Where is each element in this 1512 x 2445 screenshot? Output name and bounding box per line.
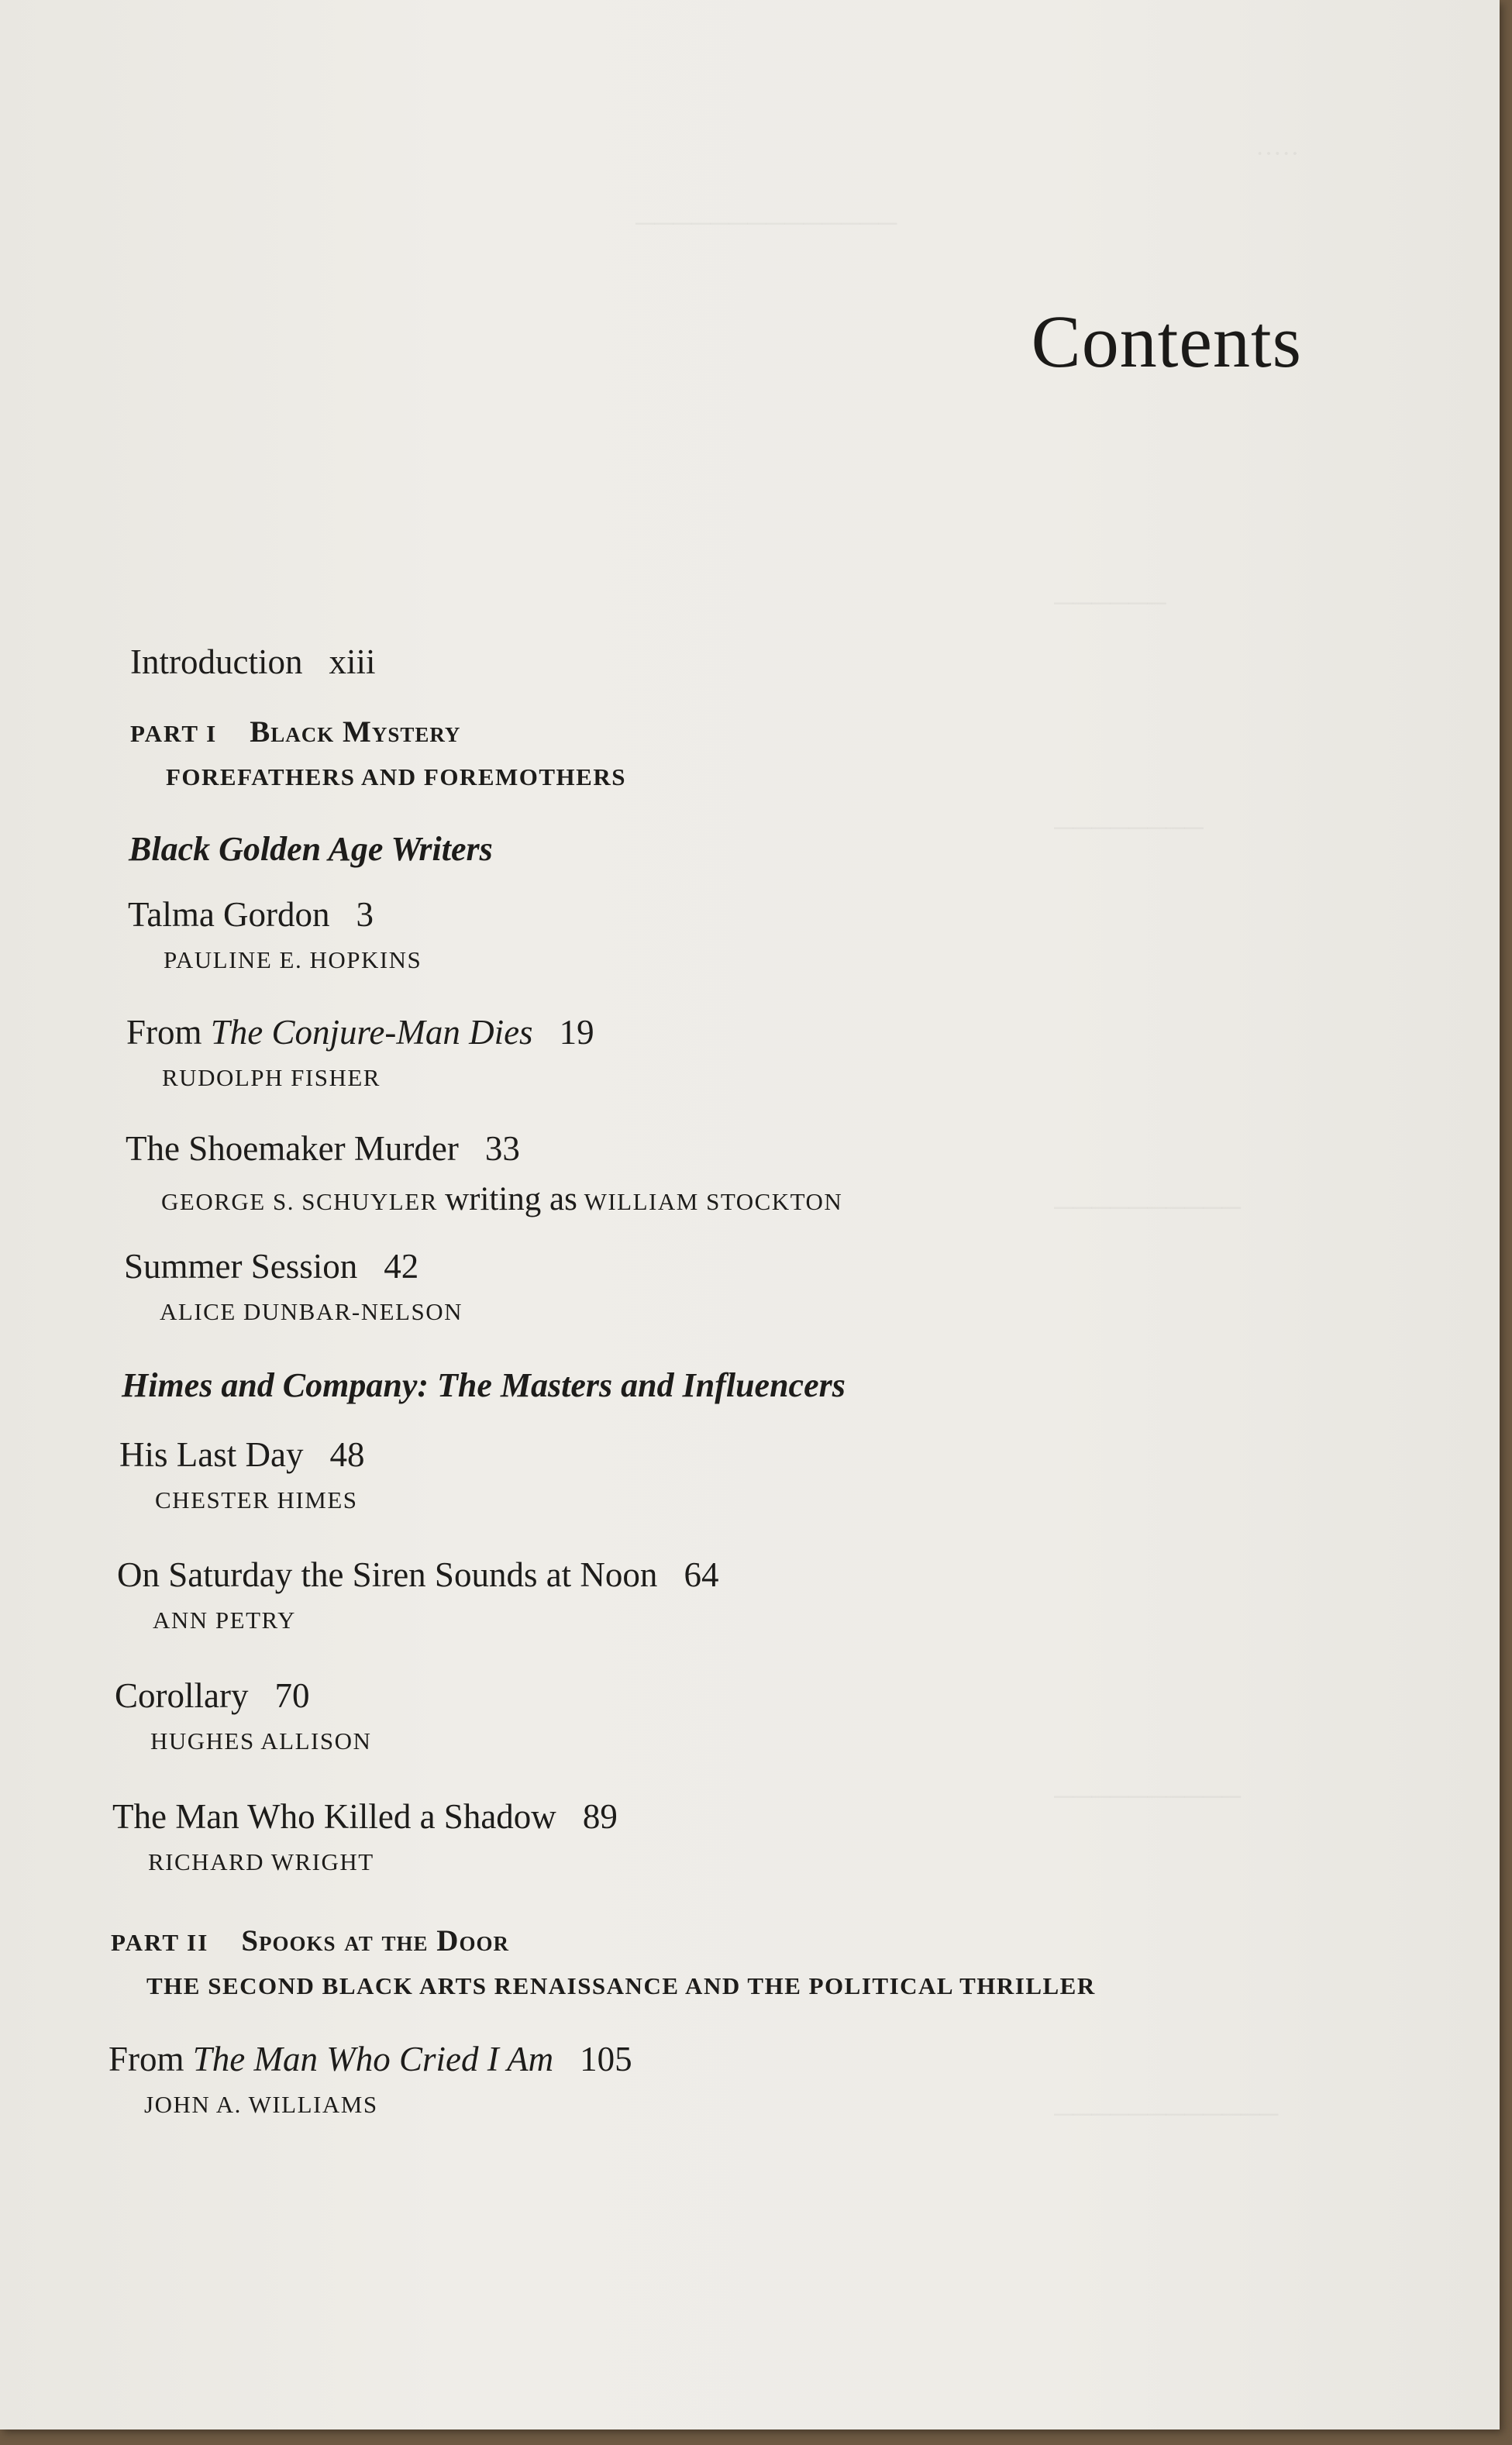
toc-entry-title: Summer Session [124,1247,358,1286]
toc-author: HUGHES ALLISON [150,1727,372,1755]
show-through-text: ────────── [1054,1193,1241,1222]
show-through-text: ──────── [1054,814,1204,842]
toc-page-number: 48 [329,1435,365,1474]
toc-page-number: 64 [684,1555,719,1594]
toc-entry-title: Corollary [115,1676,249,1715]
part-title: Black Mystery [250,715,461,749]
toc-page-number: 33 [484,1129,520,1168]
part-subtitle: THE SECOND BLACK ARTS RENAISSANCE AND THE POLITICAL THRILLER [146,1972,1096,1999]
toc-entry-title: The Man Who Cried I Am [192,2040,554,2078]
toc-page-number: 19 [559,1013,594,1052]
toc-entry [112,1799,618,1876]
toc-entry-title: The Man Who Killed a Shadow [112,1797,556,1836]
toc-entry-title: Introduction [130,642,303,681]
toc-author: RUDOLPH FISHER [162,1064,381,1091]
part-heading [111,1923,1096,2000]
show-through-text: ────── [1054,589,1166,618]
part-label: PART II [111,1929,209,1956]
toc-entry [126,1131,842,1218]
toc-entry-title: Talma Gordon [128,895,330,934]
toc-page-number: 42 [384,1247,419,1286]
toc-entry-title: The Conjure-Man Dies [210,1013,533,1052]
toc-entry [128,897,422,974]
toc-entry-title: On Saturday the Siren Sounds at Noon [117,1555,658,1594]
show-through-text: ────────────── [635,209,897,238]
toc-entry [126,1015,594,1092]
toc-author: JOHN A. WILLIAMS [144,2091,378,2118]
show-through-text: ────────── [1054,1782,1241,1811]
toc-page-number: 3 [356,895,374,934]
toc-page-number: 89 [582,1797,618,1836]
toc-author: CHESTER HIMES [155,1486,358,1513]
toc-page-number: 70 [274,1676,310,1715]
toc-entry [115,1676,372,1755]
part-title: Spooks at the Door [241,1924,509,1958]
toc-entry-title: The Shoemaker Murder [126,1129,459,1168]
toc-author: ANN PETRY [153,1606,296,1634]
toc-entry [108,2042,632,2119]
toc-entry-prefix: From [126,1013,211,1052]
toc-entry [117,1555,719,1634]
part-label: PART I [130,720,218,747]
toc-author: RICHARD WRIGHT [148,1848,374,1875]
page-title: Contents [1031,300,1302,383]
part-subtitle: FOREFATHERS AND FOREMOTHERS [166,763,626,790]
toc-author-name: GEORGE S. SCHUYLER [161,1188,438,1215]
toc-page-number: 105 [580,2040,632,2078]
show-through-text: ····· [1255,139,1300,168]
toc-author: PAULINE E. HOPKINS [164,946,422,973]
toc-introduction [130,642,376,681]
toc-entry [124,1249,463,1326]
section-heading: Himes and Company: The Masters and Influencers [122,1366,846,1404]
toc-author-alias: WILLIAM STOCKTON [584,1188,843,1215]
toc-page-number: xiii [329,642,376,681]
toc-author-connector: writing as [445,1181,577,1217]
toc-entry [119,1435,365,1514]
show-through-text: ──────────── [1054,2100,1279,2129]
part-heading [130,715,626,791]
toc-entry-prefix: From [108,2040,193,2078]
toc-author [161,1180,842,1218]
section-heading: Black Golden Age Writers [129,830,493,868]
toc-entry-title: His Last Day [119,1435,304,1474]
toc-author: ALICE DUNBAR-NELSON [160,1298,463,1325]
